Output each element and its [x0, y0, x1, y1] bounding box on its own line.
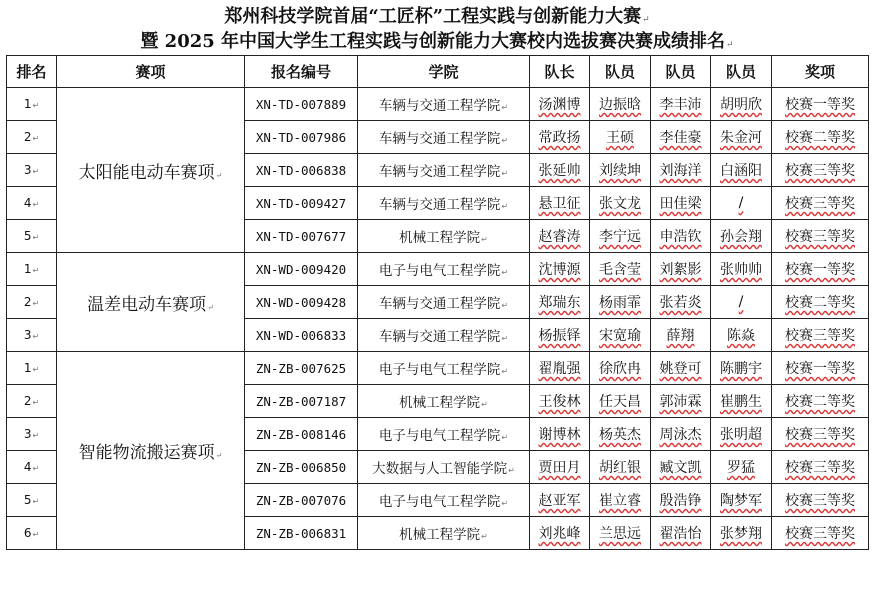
- college-cell-text: 车辆与交通工程学院: [378, 296, 501, 312]
- reg-number-cell-text: XN-TD-007677: [255, 228, 347, 244]
- rank-cell-text: 3: [23, 163, 32, 177]
- college-cell: [358, 253, 530, 286]
- reg-number-cell: [245, 352, 358, 385]
- rank-cell-text: 3: [23, 328, 32, 342]
- award-cell: [772, 352, 869, 385]
- member-3-cell-text: 胡明欣: [720, 97, 762, 113]
- title-line-1: 郑州科技学院首届“工匠杯”工程实践与创新能力大赛: [224, 6, 642, 27]
- rank-cell: [7, 253, 57, 286]
- college-cell: [358, 154, 530, 187]
- member-1-cell: [590, 220, 651, 253]
- captain-cell: [530, 187, 590, 220]
- member-1-cell: [590, 187, 651, 220]
- rank-cell-text: 5: [23, 229, 32, 243]
- award-cell-text: 校赛三等奖: [785, 163, 855, 179]
- college-cell: [358, 319, 530, 352]
- member-1-cell-text: 刘续坤: [599, 163, 641, 179]
- captain-cell-text: 谢博林: [538, 427, 581, 443]
- paragraph-mark-icon: ↵: [501, 169, 509, 178]
- award-cell: [772, 286, 869, 319]
- paragraph-mark-icon: ↵: [32, 233, 40, 242]
- paragraph-mark-icon: ↵: [642, 15, 650, 25]
- paragraph-mark-icon: ↵: [501, 367, 509, 376]
- paragraph-mark-icon: ↵: [32, 332, 40, 341]
- member-2-cell: [651, 418, 711, 451]
- member-1-cell: [590, 484, 651, 517]
- rank-cell-text: 1: [23, 361, 32, 375]
- college-cell: [358, 385, 530, 418]
- reg-number-cell: [245, 88, 358, 121]
- college-cell: [358, 121, 530, 154]
- reg-number-cell-text: XN-WD-009420: [255, 261, 347, 277]
- captain-cell: [530, 484, 590, 517]
- captain-cell: [530, 121, 590, 154]
- member-1-cell: [590, 418, 651, 451]
- paragraph-mark-icon: ↵: [32, 167, 40, 176]
- event-cell: [57, 88, 245, 253]
- member-3-cell-text: 孙会翔: [720, 229, 762, 245]
- college-cell-text: 电子与电气工程学院: [378, 494, 501, 510]
- reg-number-cell: [245, 319, 358, 352]
- header-member-3: 队员: [711, 56, 772, 88]
- member-3-cell-text: 罗猛: [727, 460, 755, 476]
- member-3-cell-text: 张梦翔: [720, 526, 762, 542]
- reg-number-cell-text: XN-TD-007889: [255, 96, 347, 112]
- college-cell-text: 车辆与交通工程学院: [378, 197, 501, 213]
- paragraph-mark-icon: ↵: [501, 433, 509, 442]
- member-1-cell-text: 边振晗: [599, 97, 641, 113]
- captain-cell-text: 张延帅: [538, 163, 581, 179]
- member-2-cell-text: 田佳梁: [659, 196, 702, 212]
- member-1-cell-text: 王硕: [606, 130, 634, 146]
- reg-number-cell: [245, 418, 358, 451]
- college-cell: [358, 220, 530, 253]
- member-2-cell: [651, 253, 711, 286]
- rank-cell-text: 2: [23, 295, 32, 309]
- ranking-table: [6, 55, 869, 550]
- member-2-cell: [651, 484, 711, 517]
- event-cell-text: 温差电动车赛项: [87, 294, 207, 315]
- paragraph-mark-icon: ↵: [32, 431, 40, 440]
- captain-cell: [530, 286, 590, 319]
- college-cell: [358, 484, 530, 517]
- member-1-cell-text: 李宁远: [599, 229, 641, 245]
- member-3-cell-text: 张帅帅: [720, 262, 762, 278]
- award-cell: [772, 88, 869, 121]
- captain-cell-text: 常政扬: [538, 130, 581, 146]
- paragraph-mark-icon: ↵: [508, 466, 515, 475]
- captain-cell-text: 刘兆峰: [538, 526, 581, 542]
- rank-cell: [7, 319, 57, 352]
- event-cell-text: 太阳能电动车赛项: [78, 162, 215, 183]
- member-3-cell-text: 陈焱: [727, 328, 755, 344]
- event-cell: [57, 253, 245, 352]
- college-cell: [358, 517, 530, 550]
- paragraph-mark-icon: ↵: [501, 334, 509, 343]
- member-3-cell-text: 张明超: [720, 427, 762, 443]
- reg-number-cell: [245, 517, 358, 550]
- paragraph-mark-icon: ↵: [481, 235, 488, 244]
- header-captain: 队长: [530, 56, 590, 88]
- rank-cell: [7, 418, 57, 451]
- rank-cell-text: 2: [23, 394, 32, 408]
- rank-cell-text: 1: [23, 97, 32, 111]
- member-2-cell-text: 郭沛霖: [659, 394, 702, 410]
- member-3-cell-text: 陈鹏宇: [720, 361, 762, 377]
- reg-number-cell-text: ZN-ZB-006831: [255, 525, 347, 541]
- header-event: 赛项: [57, 56, 245, 88]
- paragraph-mark-icon: ↵: [501, 103, 509, 112]
- rank-cell: [7, 352, 57, 385]
- member-3-cell: [711, 451, 772, 484]
- member-2-cell-text: 姚登可: [659, 361, 702, 377]
- member-1-cell-text: 徐欣冉: [599, 361, 641, 377]
- rank-cell: [7, 517, 57, 550]
- paragraph-mark-icon: ↵: [726, 40, 734, 50]
- paragraph-mark-icon: ↵: [32, 398, 40, 407]
- award-cell-text: 校赛一等奖: [785, 97, 855, 113]
- college-cell-text: 机械工程学院: [399, 395, 481, 411]
- reg-number-cell: [245, 121, 358, 154]
- captain-cell: [530, 385, 590, 418]
- paragraph-mark-icon: ↵: [501, 301, 509, 310]
- member-1-cell: [590, 385, 651, 418]
- captain-cell: [530, 517, 590, 550]
- paragraph-mark-icon: ↵: [32, 365, 40, 374]
- rank-cell: [7, 88, 57, 121]
- captain-cell-text: 沈博源: [538, 262, 581, 278]
- captain-cell: [530, 88, 590, 121]
- reg-number-cell: [245, 187, 358, 220]
- award-cell-text: 校赛一等奖: [785, 262, 855, 278]
- captain-cell-text: 赵睿涛: [538, 229, 581, 245]
- member-1-cell: [590, 154, 651, 187]
- member-3-cell-text: 朱金河: [720, 130, 762, 146]
- award-cell-text: 校赛三等奖: [785, 493, 855, 509]
- award-cell: [772, 418, 869, 451]
- reg-number-cell: [245, 451, 358, 484]
- paragraph-mark-icon: ↵: [481, 400, 488, 409]
- rank-cell: [7, 451, 57, 484]
- award-cell: [772, 484, 869, 517]
- captain-cell-text: 汤渊博: [538, 97, 581, 113]
- member-1-cell-text: 杨雨霏: [599, 295, 641, 311]
- award-cell-text: 校赛二等奖: [785, 295, 855, 311]
- paragraph-mark-icon: ↵: [215, 170, 223, 180]
- college-cell-text: 车辆与交通工程学院: [378, 98, 501, 114]
- paragraph-mark-icon: ↵: [32, 497, 40, 506]
- college-cell: [358, 286, 530, 319]
- event-cell-text: 智能物流搬运赛项: [78, 443, 215, 463]
- member-1-cell-text: 任天昌: [599, 394, 641, 410]
- member-2-cell-text: 殷浩铮: [659, 493, 702, 509]
- paragraph-mark-icon: ↵: [215, 451, 223, 460]
- award-cell-text: 校赛三等奖: [785, 196, 855, 212]
- reg-number-cell-text: ZN-ZB-007187: [255, 393, 347, 409]
- college-cell: [358, 451, 530, 484]
- member-3-cell: [711, 319, 772, 352]
- member-2-cell: [651, 220, 711, 253]
- award-cell: [772, 517, 869, 550]
- college-cell: [358, 352, 530, 385]
- award-cell-text: 校赛二等奖: [785, 130, 855, 146]
- member-2-cell: [651, 385, 711, 418]
- captain-cell-text: 赵亚军: [538, 493, 581, 509]
- reg-number-cell-text: ZN-ZB-007076: [255, 492, 347, 508]
- title-line-2: 暨 2025 年中国大学生工程实践与创新能力大赛校内选拔赛决赛成绩排名: [140, 31, 726, 52]
- header-college: 学院: [358, 56, 530, 88]
- member-3-cell-text: /: [738, 195, 744, 211]
- member-1-cell: [590, 286, 651, 319]
- header-award: 奖项: [772, 56, 869, 88]
- rank-cell: [7, 220, 57, 253]
- reg-number-cell-text: XN-TD-006838: [255, 162, 347, 178]
- member-1-cell: [590, 88, 651, 121]
- member-3-cell-text: 崔鹏生: [720, 394, 762, 410]
- reg-number-cell-text: XN-WD-009428: [255, 294, 347, 310]
- award-cell: [772, 121, 869, 154]
- member-2-cell: [651, 286, 711, 319]
- member-2-cell: [651, 352, 711, 385]
- member-2-cell: [651, 121, 711, 154]
- header-rank: 排名: [7, 56, 57, 88]
- captain-cell: [530, 418, 590, 451]
- table-row: [7, 88, 869, 121]
- captain-cell-text: 翟胤强: [538, 361, 581, 377]
- award-cell-text: 校赛三等奖: [785, 229, 855, 245]
- rank-cell: [7, 187, 57, 220]
- award-cell-text: 校赛三等奖: [785, 526, 855, 542]
- reg-number-cell-text: XN-WD-006833: [255, 327, 347, 343]
- award-cell-text: 校赛二等奖: [785, 394, 855, 410]
- member-3-cell: [711, 187, 772, 220]
- paragraph-mark-icon: ↵: [32, 200, 40, 209]
- document-page: [6, 4, 868, 550]
- rank-cell-text: 4: [23, 196, 32, 210]
- member-1-cell: [590, 319, 651, 352]
- college-cell: [358, 88, 530, 121]
- header-member-2: 队员: [651, 56, 711, 88]
- member-3-cell-text: 陶梦军: [720, 493, 762, 509]
- college-cell-text: 车辆与交通工程学院: [378, 131, 501, 147]
- captain-cell: [530, 253, 590, 286]
- member-3-cell: [711, 517, 772, 550]
- member-1-cell: [590, 517, 651, 550]
- award-cell: [772, 385, 869, 418]
- captain-cell-text: 悬卫征: [538, 196, 581, 212]
- paragraph-mark-icon: ↵: [32, 299, 40, 308]
- reg-number-cell: [245, 253, 358, 286]
- member-2-cell: [651, 154, 711, 187]
- header-reg-number: 报名编号: [245, 56, 358, 88]
- table-body: [7, 88, 869, 550]
- reg-number-cell: [245, 154, 358, 187]
- member-1-cell-text: 杨英杰: [599, 427, 641, 443]
- paragraph-mark-icon: ↵: [32, 464, 40, 473]
- paragraph-mark-icon: ↵: [501, 499, 509, 508]
- rank-cell-text: 2: [23, 130, 32, 144]
- reg-number-cell-text: ZN-ZB-006850: [255, 459, 347, 475]
- rank-cell-text: 6: [23, 526, 32, 540]
- reg-number-cell: [245, 484, 358, 517]
- member-2-cell-text: 薛翔: [666, 328, 695, 344]
- event-cell: [57, 352, 245, 550]
- paragraph-mark-icon: ↵: [32, 101, 40, 110]
- member-1-cell-text: 毛含莹: [599, 262, 641, 278]
- member-1-cell: [590, 121, 651, 154]
- captain-cell-text: 杨振铎: [538, 328, 581, 344]
- reg-number-cell-text: ZN-ZB-008146: [255, 426, 347, 442]
- reg-number-cell-text: XN-TD-007986: [255, 129, 347, 145]
- member-1-cell: [590, 451, 651, 484]
- reg-number-cell-text: XN-TD-009427: [255, 195, 347, 211]
- reg-number-cell-text: ZN-ZB-007625: [255, 360, 347, 376]
- captain-cell-text: 郑瑞东: [538, 295, 581, 311]
- college-cell-text: 电子与电气工程学院: [378, 263, 501, 279]
- college-cell-text: 电子与电气工程学院: [378, 428, 501, 444]
- paragraph-mark-icon: ↵: [501, 202, 509, 211]
- member-2-cell-text: 申浩钦: [659, 229, 702, 245]
- rank-cell: [7, 484, 57, 517]
- member-2-cell-text: 翟浩怡: [659, 526, 702, 542]
- member-2-cell-text: 周泳杰: [659, 427, 702, 443]
- member-3-cell: [711, 418, 772, 451]
- table-row: [7, 352, 869, 385]
- member-1-cell-text: 胡红银: [599, 460, 641, 476]
- paragraph-mark-icon: ↵: [32, 134, 40, 143]
- rank-cell: [7, 286, 57, 319]
- rank-cell-text: 5: [23, 493, 32, 507]
- paragraph-mark-icon: ↵: [32, 266, 40, 275]
- college-cell-text: 车辆与交通工程学院: [378, 164, 501, 180]
- award-cell: [772, 220, 869, 253]
- rank-cell: [7, 121, 57, 154]
- member-3-cell: [711, 88, 772, 121]
- member-2-cell-text: 张若炎: [659, 295, 702, 311]
- member-2-cell-text: 李丰沛: [659, 97, 702, 113]
- college-cell: [358, 187, 530, 220]
- table-header-row: [7, 56, 869, 88]
- captain-cell: [530, 319, 590, 352]
- member-2-cell: [651, 187, 711, 220]
- rank-cell: [7, 385, 57, 418]
- award-cell: [772, 154, 869, 187]
- member-1-cell: [590, 352, 651, 385]
- member-2-cell-text: 李佳豪: [659, 130, 702, 146]
- award-cell: [772, 187, 869, 220]
- award-cell-text: 校赛三等奖: [785, 460, 855, 476]
- member-1-cell-text: 张文龙: [599, 196, 641, 212]
- captain-cell: [530, 154, 590, 187]
- member-3-cell: [711, 121, 772, 154]
- rank-cell-text: 4: [23, 460, 32, 474]
- member-3-cell: [711, 220, 772, 253]
- document-title: [6, 4, 868, 55]
- member-3-cell: [711, 154, 772, 187]
- college-cell: [358, 418, 530, 451]
- rank-cell-text: 3: [23, 427, 32, 441]
- paragraph-mark-icon: ↵: [32, 530, 40, 539]
- member-3-cell: [711, 286, 772, 319]
- member-3-cell: [711, 253, 772, 286]
- college-cell-text: 机械工程学院: [399, 527, 481, 543]
- award-cell-text: 校赛三等奖: [785, 427, 855, 443]
- captain-cell: [530, 352, 590, 385]
- member-2-cell: [651, 319, 711, 352]
- reg-number-cell: [245, 220, 358, 253]
- member-1-cell-text: 崔立睿: [599, 493, 641, 509]
- college-cell-text: 电子与电气工程学院: [378, 362, 501, 378]
- member-1-cell: [590, 253, 651, 286]
- captain-cell: [530, 451, 590, 484]
- member-2-cell: [651, 88, 711, 121]
- reg-number-cell: [245, 385, 358, 418]
- table-row: [7, 253, 869, 286]
- award-cell-text: 校赛三等奖: [785, 328, 855, 344]
- paragraph-mark-icon: ↵: [501, 268, 509, 277]
- member-2-cell-text: 刘海洋: [659, 163, 702, 179]
- member-3-cell-text: /: [738, 294, 744, 310]
- college-cell-text: 车辆与交通工程学院: [378, 329, 501, 345]
- captain-cell: [530, 220, 590, 253]
- member-2-cell-text: 臧文凯: [659, 460, 702, 476]
- member-3-cell: [711, 352, 772, 385]
- award-cell: [772, 253, 869, 286]
- college-cell-text: 机械工程学院: [399, 230, 481, 246]
- member-2-cell: [651, 451, 711, 484]
- award-cell: [772, 319, 869, 352]
- member-2-cell: [651, 517, 711, 550]
- award-cell: [772, 451, 869, 484]
- college-cell-text: 大数据与人工智能学院: [372, 461, 508, 477]
- member-3-cell-text: 白涵阳: [720, 163, 762, 179]
- rank-cell-text: 1: [23, 262, 32, 276]
- paragraph-mark-icon: ↵: [501, 136, 509, 145]
- header-member-1: 队员: [590, 56, 651, 88]
- member-3-cell: [711, 385, 772, 418]
- member-3-cell: [711, 484, 772, 517]
- member-1-cell-text: 宋宽瑜: [599, 328, 641, 344]
- captain-cell-text: 贾田月: [538, 460, 581, 476]
- captain-cell-text: 王俊林: [538, 394, 581, 410]
- award-cell-text: 校赛一等奖: [785, 361, 855, 377]
- member-2-cell-text: 刘絮影: [659, 262, 702, 278]
- paragraph-mark-icon: ↵: [481, 532, 488, 541]
- reg-number-cell: [245, 286, 358, 319]
- member-1-cell-text: 兰思远: [599, 526, 641, 542]
- rank-cell: [7, 154, 57, 187]
- paragraph-mark-icon: ↵: [207, 302, 214, 312]
